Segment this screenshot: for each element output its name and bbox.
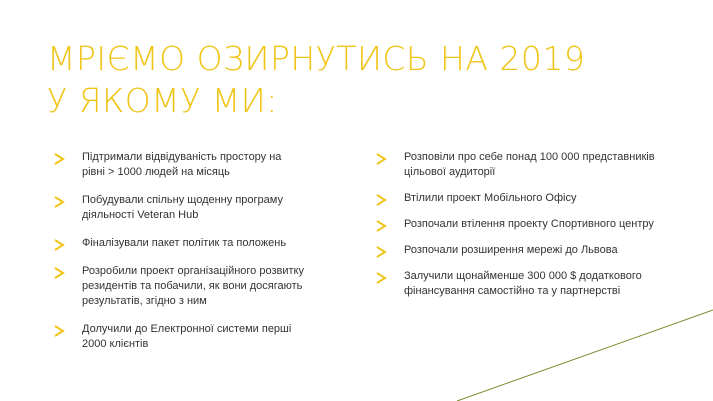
slide-title-line-1: МРІЄМО ОЗИРНУТИСЬ НА 2019 <box>47 39 586 78</box>
list-item-text: Розповіли про себе понад 100 000 представників цільової аудиторії <box>404 151 655 178</box>
list-item-text: Фіналізували пакет політик та положень <box>82 237 287 249</box>
list-item-text: Розпочали розширення мережі до Львова <box>404 244 618 256</box>
list-item-text: Розробили проект організаційного розвитку резидентів та побачили, як вони досягають результатів, згідно з ним <box>82 265 304 307</box>
list-item-text: Побудували спільну щоденну програму діяльності Veteran Hub <box>82 194 283 221</box>
list-item-text: Долучили до Електронної системи перші 2000 клієнтів <box>82 323 292 350</box>
list-item-text: Втілили проект Мобільного Офісу <box>404 192 577 204</box>
list-item-text: Залучили щонайменше 300 000 $ додаткового фінансування самостійно та у партнерстві <box>404 270 642 297</box>
slide-title-line-2: У ЯКОМУ МИ: <box>47 81 278 120</box>
list-item-text: Розпочали втілення проекту Спортивного центру <box>404 218 654 230</box>
list-item-text: Підтримали відвідуваність простору на рівні > 1000 людей на місяць <box>82 151 282 178</box>
